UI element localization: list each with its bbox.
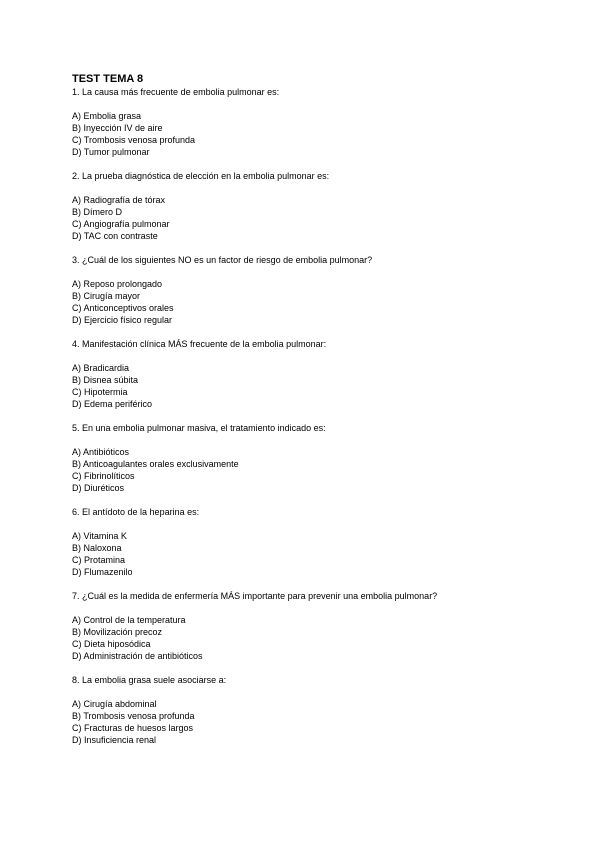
option-b: B) Cirugía mayor (72, 291, 141, 301)
option-d: D) Diuréticos (72, 483, 125, 493)
option-c: C) Anticonceptivos orales (72, 303, 174, 313)
option-d: D) Edema periférico (72, 399, 153, 409)
question-2 (72, 170, 542, 242)
option-b: B) Anticoagulantes orales exclusivamente (72, 459, 239, 469)
page-title: TEST TEMA 8 (72, 73, 144, 85)
option-b: B) Inyección IV de aire (72, 123, 163, 133)
option-d: D) Flumazenilo (72, 567, 133, 577)
option-a: A) Control de la temperatura (72, 615, 186, 625)
option-d: D) Insuficiencia renal (72, 735, 157, 745)
option-c: C) Fracturas de huesos largos (72, 723, 194, 733)
option-a: A) Antibióticos (72, 447, 130, 457)
option-a: A) Reposo prolongado (72, 279, 163, 289)
question-text: 6. El antídoto de la heparina es: (72, 507, 200, 517)
option-b: B) Movilización precoz (72, 627, 163, 637)
question-text: 3. ¿Cuál de los siguientes NO es un factor de riesgo de embolia pulmonar? (72, 255, 373, 265)
question-text: 1. La causa más frecuente de embolia pulmonar es: (72, 87, 280, 97)
option-list (72, 446, 542, 494)
option-list (72, 362, 542, 410)
option-list (72, 614, 542, 662)
option-list (72, 698, 542, 746)
option-c: C) Protamina (72, 555, 126, 565)
option-b: B) Disnea súbita (72, 375, 139, 385)
option-c: C) Fibrinolíticos (72, 471, 135, 481)
question-5 (72, 422, 542, 494)
option-d: D) Ejercicio físico regular (72, 315, 173, 325)
question-text: 2. La prueba diagnóstica de elección en la embolia pulmonar es: (72, 171, 330, 181)
option-a: A) Bradicardia (72, 363, 130, 373)
question-text: 5. En una embolia pulmonar masiva, el tratamiento indicado es: (72, 423, 326, 433)
question-8 (72, 674, 542, 746)
option-a: A) Embolia grasa (72, 111, 142, 121)
question-3 (72, 254, 542, 326)
question-text: 7. ¿Cuál es la medida de enfermería MÁS importante para prevenir una embolia pulmonar? (72, 591, 438, 601)
option-a: A) Radiografía de tórax (72, 195, 166, 205)
document-page (72, 72, 542, 758)
option-list (72, 110, 542, 158)
option-list (72, 530, 542, 578)
question-text: 4. Manifestación clínica MÁS frecuente de la embolia pulmonar: (72, 339, 327, 349)
option-d: D) Administración de antibióticos (72, 651, 203, 661)
option-a: A) Vitamina K (72, 531, 127, 541)
option-b: B) Trombosis venosa profunda (72, 711, 195, 721)
question-6 (72, 506, 542, 578)
option-b: B) Naloxona (72, 543, 122, 553)
option-c: C) Angiografía pulmonar (72, 219, 170, 229)
option-c: C) Hipotermia (72, 387, 128, 397)
option-a: A) Cirugía abdominal (72, 699, 157, 709)
option-c: C) Trombosis venosa profunda (72, 135, 196, 145)
question-1 (72, 86, 542, 158)
option-d: D) Tumor pulmonar (72, 147, 150, 157)
question-text: 8. La embolia grasa suele asociarse a: (72, 675, 227, 685)
option-list (72, 278, 542, 326)
option-list (72, 194, 542, 242)
option-c: C) Dieta hiposódica (72, 639, 151, 649)
option-d: D) TAC con contraste (72, 231, 158, 241)
question-7 (72, 590, 542, 662)
option-b: B) Dímero D (72, 207, 123, 217)
question-4 (72, 338, 542, 410)
